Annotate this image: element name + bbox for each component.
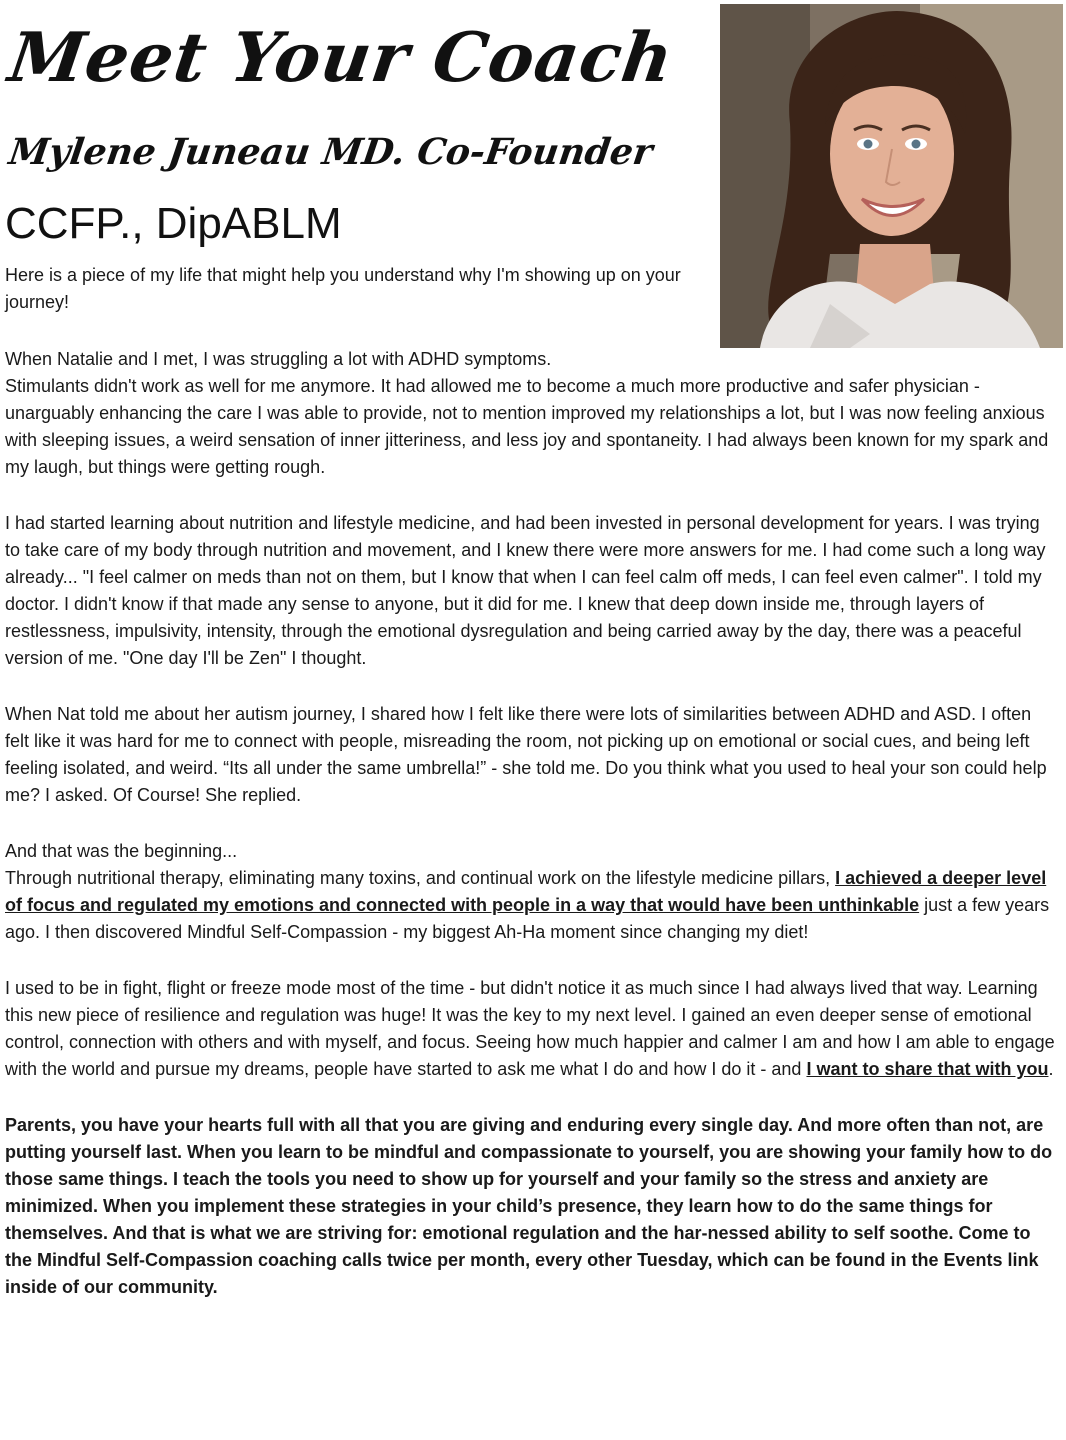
- paragraph-1: Stimulants didn't work as well for me anymore. It had allowed me to become a much more productive and safer physician - unarguably enhancing the care I was able to provide, not to mention improved my relationships a lot, but I was now feeling anxious with sleeping issues, a weird sensation of inner jitteriness, and less joy and spontaneity. I had always been known for my spark and my laugh, but things were getting rough.: [5, 376, 1049, 477]
- paragraph-3: When Nat told me about her autism journey, I shared how I felt like there were lots of similarities between ADHD and ASD. I often felt like it was hard for me to connect with people, misreading the room, not picking up on emotional or social cues, and being left feeling isolated, and weird. “Its all under the same umbrella!” - she told me. Do you think what you used to heal your son could help me? I asked. Of Course! She replied.: [5, 704, 1047, 805]
- paragraph-5: [5, 975, 1059, 1083]
- paragraph-4-end: just a few years ago. I then discovered Mindful Self-Compassion - my biggest Ah-Ha moment since changing my diet!: [5, 895, 1050, 942]
- paragraph-4-emphasis: I achieved a deeper level of focus and regulated my emotions and connected with people in a way that would have been unthinkable: [5, 868, 1047, 915]
- intro-text: Here is a piece of my life that might help you understand why I'm showing up on your journey!: [5, 265, 681, 312]
- portrait-illustration: [720, 4, 1063, 348]
- coach-portrait-photo: [720, 4, 1063, 348]
- coach-name-subtitle: Mylene Juneau MD. Co-Founder: [6, 131, 656, 173]
- paragraph-5-start: I used to be in fight, flight or freeze mode most of the time - but didn't notice it as much since I had always lived that way. Learning this new piece of resilience and regulation was huge! It was the key to my next level. I gained an even deeper sense of emotional control, connection with others and with myself, and focus. Seeing how much happier and calmer I am and how I am able to engage with the world and pursue my dreams, people have started to ask me what I do and how I do it - and: [5, 978, 1055, 1079]
- page-title: Meet Your Coach: [4, 18, 679, 98]
- bio-body: [5, 346, 1059, 1330]
- paragraph-4: [5, 865, 1059, 946]
- paragraph-1-lead: When Natalie and I met, I was struggling a lot with ADHD symptoms.: [5, 349, 552, 369]
- paragraph-5-emphasis: I want to share that with you: [806, 1059, 1049, 1079]
- paragraph-6-call-to-action: Parents, you have your hearts full with all that you are giving and enduring every single day. And more often than not, are putting yourself last. When you learn to be mindful and compassionate to yourself, you are showing your family how to do those same things. I teach the tools you need to show up for yourself and your family so the stress and anxiety are minimized. When you implement these strategies in your child’s presence, they learn how to do the same things for themselves. And that is what we are striving for: emotional regulation and the har-nessed ability to self soothe. Come to the Mindful Self-Compassion coaching calls twice per month, every other Tuesday, which can be found in the Events link inside of our community.: [5, 1115, 1053, 1297]
- paragraph-5-end: .: [1048, 1059, 1054, 1079]
- paragraph-2: I had started learning about nutrition and lifestyle medicine, and had been invested in personal development for years. I was trying to take care of my body through nutrition and movement, and I knew there were more answers for me. I had come such a long way already... "I feel calmer on meds than not on them, but I know that when I can feel calm off meds, I can feel even calmer". I told my doctor. I didn't know if that made any sense to anyone, but it did for me. I knew that deep down inside me, through layers of restlessness, impulsivity, intensity, through the emotional dysregulation and being carried away by the day, there was a peaceful version of me. "One day I'll be Zen" I thought.: [5, 513, 1046, 668]
- paragraph-4-start: Through nutritional therapy, eliminating many toxins, and continual work on the lifestyle medicine pillars,: [5, 868, 836, 888]
- paragraph-4-lead: And that was the beginning...: [5, 841, 238, 861]
- coach-credentials: CCFP., DipABLM: [5, 199, 342, 248]
